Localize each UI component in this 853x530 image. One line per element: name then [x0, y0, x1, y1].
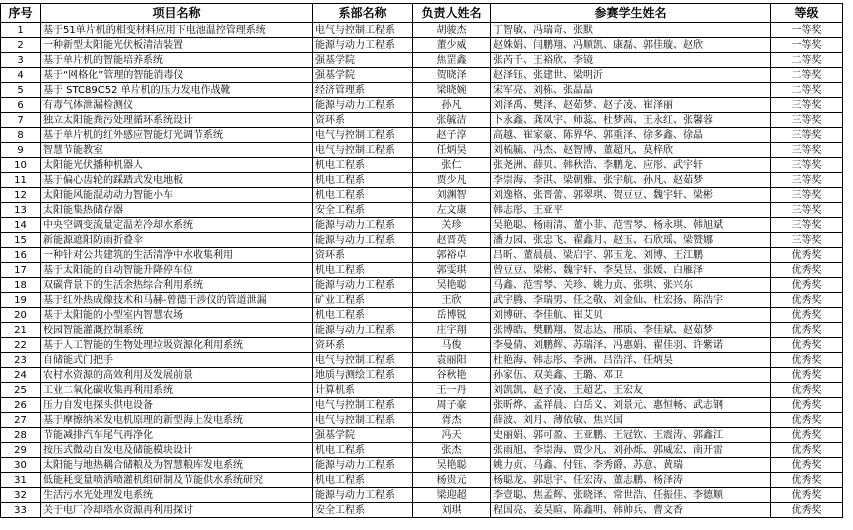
- cell-students: 赵姝娟、闫鹏翔、冯顺凯、康磊、郭佳璇、赵欣: [491, 38, 771, 53]
- cell-project-name: 独立太阳能粪污处理循环系统设计: [41, 113, 313, 128]
- cell-index: 1: [1, 23, 41, 38]
- cell-award: 优秀奖: [771, 458, 843, 473]
- table-row: [1, 173, 843, 188]
- cell-leader: 焦罡鑫: [413, 53, 491, 68]
- cell-award: 二等奖: [771, 53, 843, 68]
- cell-students: 吕昕、董晨晨、梁启宇、郭玉龙、刘博、王江鹏: [491, 248, 771, 263]
- cell-students: 张芮千、王裕欣、李镜: [491, 53, 771, 68]
- cell-leader: 董少威: [413, 38, 491, 53]
- cell-leader: 胥杰: [413, 413, 491, 428]
- header-leader: 负责人姓名: [413, 4, 491, 23]
- cell-award: 三等奖: [771, 188, 843, 203]
- cell-leader: 杨贵元: [413, 473, 491, 488]
- cell-award: 优秀奖: [771, 413, 843, 428]
- cell-project-name: 压力自发电探头供电设备: [41, 398, 313, 413]
- cell-index: 28: [1, 428, 41, 443]
- table-row: [1, 293, 843, 308]
- table-row: [1, 428, 843, 443]
- cell-index: 31: [1, 473, 41, 488]
- cell-award: 三等奖: [771, 233, 843, 248]
- cell-project-name: 中央空调变流量定温差冷却水系统: [41, 218, 313, 233]
- cell-leader: 关珍: [413, 218, 491, 233]
- cell-project-name: 基于太阳能的小型室内智慧农场: [41, 308, 313, 323]
- cell-project-name: 太阳能风能混动动力智能小车: [41, 188, 313, 203]
- cell-department: 能源与动力工程系: [313, 458, 413, 473]
- table-row: [1, 248, 843, 263]
- table-row: [1, 68, 843, 83]
- cell-leader: 张杰: [413, 443, 491, 458]
- cell-award: 优秀奖: [771, 383, 843, 398]
- cell-leader: 张毓洁: [413, 113, 491, 128]
- cell-students: 姚力贞、马鑫、付钰、李秀爵、苏意、黄瑞: [491, 458, 771, 473]
- cell-project-name: 太阳能与地热耦合储粮及为智慧粮库发电系统: [41, 458, 313, 473]
- table-row: [1, 488, 843, 503]
- table-row: [1, 218, 843, 233]
- cell-department: 计算机系: [313, 383, 413, 398]
- cell-index: 15: [1, 233, 41, 248]
- cell-leader: 贾少凡: [413, 173, 491, 188]
- cell-leader: 冯天: [413, 428, 491, 443]
- cell-index: 32: [1, 488, 41, 503]
- table-row: [1, 38, 843, 53]
- cell-project-name: 基于太阳能的自动智能升降停车位: [41, 263, 313, 278]
- cell-department: 资环系: [313, 248, 413, 263]
- cell-students: 曾豆豆、梁彬、魏宇轩、李昊昱、张媛、白雁泽: [491, 263, 771, 278]
- cell-department: 机电工程系: [313, 308, 413, 323]
- cell-project-name: 农村水资源的高效利用及发展前景: [41, 368, 313, 383]
- cell-leader: 贺晓泽: [413, 68, 491, 83]
- cell-award: 优秀奖: [771, 308, 843, 323]
- cell-award: 三等奖: [771, 158, 843, 173]
- cell-index: 29: [1, 443, 41, 458]
- cell-students: 吴艳聪、杨雨清、董小菲、范雪琴、杨永琪、韩旭斌: [491, 218, 771, 233]
- award-list-table: [0, 3, 843, 518]
- cell-students: 刘逸格、张晋蕾、郭翠琪、贺豆豆、魏宇轩、梁彬: [491, 188, 771, 203]
- cell-students: 李崇海、李淇、梁朝雅、张宇航、孙凡、赵茹梦: [491, 173, 771, 188]
- cell-department: 能源与动力工程系: [313, 488, 413, 503]
- table-row: [1, 158, 843, 173]
- cell-project-name: 太阳能光伏播种机器人: [41, 158, 313, 173]
- cell-project-name: 基于单片机的智能培养系统: [41, 53, 313, 68]
- cell-project-name: 节能减排汽车尾气再净化: [41, 428, 313, 443]
- cell-index: 17: [1, 263, 41, 278]
- header-award: 等级: [771, 4, 843, 23]
- cell-award: 优秀奖: [771, 338, 843, 353]
- cell-students: 刘泽禹、樊泽、赵茹梦、赵子凌、崔泽丽: [491, 98, 771, 113]
- cell-award: 三等奖: [771, 128, 843, 143]
- cell-department: 安全工程系: [313, 203, 413, 218]
- cell-award: 优秀奖: [771, 488, 843, 503]
- table-row: [1, 23, 843, 38]
- cell-leader: 郭雯琪: [413, 263, 491, 278]
- table-row: [1, 203, 843, 218]
- cell-project-name: 智慧节能教室: [41, 143, 313, 158]
- cell-leader: 马俊: [413, 338, 491, 353]
- cell-students: 武宇腾、李瑞男、任之敬、刘金仙、杜宏扬、陈浩宇: [491, 293, 771, 308]
- cell-award: 优秀奖: [771, 353, 843, 368]
- cell-students: 程国亮、姜昊暄、陈鑫明、韩帅兵、曹文香: [491, 503, 771, 518]
- cell-department: 电气与控制工程系: [313, 23, 413, 38]
- cell-department: 能源与动力工程系: [313, 323, 413, 338]
- cell-index: 24: [1, 368, 41, 383]
- cell-department: 机电工程系: [313, 263, 413, 278]
- cell-department: 机电工程系: [313, 443, 413, 458]
- cell-award: 优秀奖: [771, 263, 843, 278]
- cell-leader: 袁丽阳: [413, 353, 491, 368]
- cell-leader: 赵晋英: [413, 233, 491, 248]
- cell-department: 电气与控制工程系: [313, 398, 413, 413]
- cell-project-name: 双碳背景下的生活余热综合利用系统: [41, 278, 313, 293]
- cell-students: 孙家伍、双美鑫、王璐、邓卫: [491, 368, 771, 383]
- cell-department: 矿业工程系: [313, 293, 413, 308]
- cell-index: 21: [1, 323, 41, 338]
- cell-students: 赵泽钰、张建世、梁明沂: [491, 68, 771, 83]
- cell-department: 机电工程系: [313, 473, 413, 488]
- cell-project-name: 基于51单片机的相变材料应用下电池温控管理系统: [41, 23, 313, 38]
- cell-index: 22: [1, 338, 41, 353]
- cell-department: 机电工程系: [313, 158, 413, 173]
- cell-index: 23: [1, 353, 41, 368]
- cell-index: 3: [1, 53, 41, 68]
- cell-students: 刘博研、李佳航、崔艾贝: [491, 308, 771, 323]
- cell-students: 张尧洲、薛贝、韩秋浩、李鹏龙、应彤、武宇轩: [491, 158, 771, 173]
- cell-students: 张雨旭、李崇海、贾少凡、刘孙烁、郭威宏、南开雷: [491, 443, 771, 458]
- cell-department: 经济管理系: [313, 83, 413, 98]
- cell-project-name: 新能源遮阳防雨折叠伞: [41, 233, 313, 248]
- cell-department: 地质与测绘工程系: [313, 368, 413, 383]
- cell-department: 能源与动力工程系: [313, 278, 413, 293]
- table-header: [1, 4, 843, 23]
- cell-leader: 岳博锐: [413, 308, 491, 323]
- cell-award: 一等奖: [771, 38, 843, 53]
- cell-department: 机电工程系: [313, 173, 413, 188]
- cell-index: 5: [1, 83, 41, 98]
- cell-index: 4: [1, 68, 41, 83]
- table-row: [1, 503, 843, 518]
- table-row: [1, 383, 843, 398]
- table-row: [1, 83, 843, 98]
- cell-leader: 王一丹: [413, 383, 491, 398]
- cell-leader: 张仁: [413, 158, 491, 173]
- cell-award: 三等奖: [771, 113, 843, 128]
- table-row: [1, 473, 843, 488]
- cell-index: 18: [1, 278, 41, 293]
- cell-index: 13: [1, 203, 41, 218]
- cell-students: 张博皓、樊鹏翔、贺志达、邢质、李佳斌、赵茹梦: [491, 323, 771, 338]
- cell-leader: 左文康: [413, 203, 491, 218]
- table-row: [1, 458, 843, 473]
- header-index: 序号: [1, 4, 41, 23]
- cell-project-name: 基于人工智能的生物处理垃圾资源化利用系统: [41, 338, 313, 353]
- cell-index: 7: [1, 113, 41, 128]
- cell-department: 强基学院: [313, 428, 413, 443]
- cell-students: 张昕烨、孟祥晨、白岳义、刘景元、惠恒畅、武志钢: [491, 398, 771, 413]
- cell-project-name: 基于 STC89C52 单片机的压力发电作战靴: [41, 83, 313, 98]
- cell-award: 优秀奖: [771, 278, 843, 293]
- cell-award: 优秀奖: [771, 428, 843, 443]
- cell-award: 三等奖: [771, 173, 843, 188]
- header-project-name: 项目名称: [41, 4, 313, 23]
- cell-leader: 郭裕卓: [413, 248, 491, 263]
- cell-leader: 谷秋艳: [413, 368, 491, 383]
- cell-department: 电气与控制工程系: [313, 353, 413, 368]
- cell-project-name: 一种新型太阳能光伏板清洁装置: [41, 38, 313, 53]
- cell-award: 优秀奖: [771, 443, 843, 458]
- cell-index: 25: [1, 383, 41, 398]
- cell-award: 三等奖: [771, 218, 843, 233]
- cell-project-name: 校园智能灌溉控制系统: [41, 323, 313, 338]
- table-row: [1, 338, 843, 353]
- cell-award: 三等奖: [771, 203, 843, 218]
- cell-index: 26: [1, 398, 41, 413]
- cell-department: 电气与控制工程系: [313, 413, 413, 428]
- cell-students: 刘梳毓、冯杰、赵智博、董超凡、莫梓欣: [491, 143, 771, 158]
- cell-index: 6: [1, 98, 41, 113]
- cell-award: 优秀奖: [771, 473, 843, 488]
- cell-award: 三等奖: [771, 143, 843, 158]
- cell-students: 高越、崔家豪、陈界华、郭重泽、徐多鑫、徐晶: [491, 128, 771, 143]
- table-row: [1, 353, 843, 368]
- cell-award: 优秀奖: [771, 398, 843, 413]
- table-row: [1, 413, 843, 428]
- cell-students: 潘力园、张忠飞、翟鑫月、赵玉、石欣瑶、梁赞娜: [491, 233, 771, 248]
- cell-award: 二等奖: [771, 68, 843, 83]
- cell-project-name: 基于偏心齿轮的踩踏式发电地板: [41, 173, 313, 188]
- cell-index: 19: [1, 293, 41, 308]
- table-row: [1, 113, 843, 128]
- cell-department: 能源与动力工程系: [313, 38, 413, 53]
- cell-leader: 赵子淳: [413, 128, 491, 143]
- cell-leader: 王欣: [413, 293, 491, 308]
- cell-index: 33: [1, 503, 41, 518]
- cell-students: 马鑫、范雪琴、关珍、姚力贞、张琪、张兴东: [491, 278, 771, 293]
- cell-department: 强基学院: [313, 68, 413, 83]
- cell-project-name: 低能耗变量喷洒喷灌机组研制及节能供水系统研究: [41, 473, 313, 488]
- cell-students: 薛波、刘月、薄依敏、焦兴国: [491, 413, 771, 428]
- cell-students: 杜艳海、韩志彤、李洲、吕浩洋、任炳昊: [491, 353, 771, 368]
- table-row: [1, 98, 843, 113]
- cell-leader: 刘渊智: [413, 188, 491, 203]
- cell-award: 优秀奖: [771, 293, 843, 308]
- table-row: [1, 128, 843, 143]
- table-body: [1, 23, 843, 518]
- cell-leader: 庄宇翔: [413, 323, 491, 338]
- cell-department: 电气与控制工程系: [313, 143, 413, 158]
- cell-index: 20: [1, 308, 41, 323]
- cell-leader: 梁晓婉: [413, 83, 491, 98]
- cell-project-name: 基于摩擦纳米发电机原理的新型海上发电系统: [41, 413, 313, 428]
- cell-department: 资环系: [313, 113, 413, 128]
- table-row: [1, 368, 843, 383]
- cell-project-name: 基于红外热成像技术和马赫-曾德干涉仪的管道泄漏: [41, 293, 313, 308]
- cell-students: 丁智敏、冯瑞奇、张默: [491, 23, 771, 38]
- cell-department: 能源与动力工程系: [313, 98, 413, 113]
- cell-department: 机电工程系: [313, 188, 413, 203]
- table-row: [1, 188, 843, 203]
- cell-students: 宋军亮、刘栋、张晶晶: [491, 83, 771, 98]
- cell-leader: 孙凡: [413, 98, 491, 113]
- cell-leader: 吴艳聪: [413, 458, 491, 473]
- cell-students: 刘凯凯、赵子凌、王超艺、王宏友: [491, 383, 771, 398]
- cell-index: 9: [1, 143, 41, 158]
- cell-leader: 任炳昊: [413, 143, 491, 158]
- cell-index: 2: [1, 38, 41, 53]
- table-row: [1, 143, 843, 158]
- cell-students: 卜永鑫、龚凤宇、师蕊、杜梦茜、王永红、张馨蓉: [491, 113, 771, 128]
- cell-leader: 胡骏杰: [413, 23, 491, 38]
- cell-students: 李壹聪、焦孟辉、张晓译、常世浩、任振佳、李德顺: [491, 488, 771, 503]
- cell-index: 11: [1, 173, 41, 188]
- cell-index: 12: [1, 188, 41, 203]
- header-students: 参赛学生姓名: [491, 4, 771, 23]
- header-row: [1, 4, 843, 23]
- cell-project-name: 按压式微动自发电及储能模块设计: [41, 443, 313, 458]
- cell-index: 14: [1, 218, 41, 233]
- cell-index: 10: [1, 158, 41, 173]
- cell-students: 李曼倩、刘鹏辉、苏瑞泽、冯惠娟、翟佳羽、许紫诺: [491, 338, 771, 353]
- cell-award: 优秀奖: [771, 503, 843, 518]
- header-department: 系部名称: [313, 4, 413, 23]
- cell-award: 一等奖: [771, 23, 843, 38]
- cell-project-name: 自储能式门把手: [41, 353, 313, 368]
- cell-leader: 吴艳聪: [413, 278, 491, 293]
- cell-index: 30: [1, 458, 41, 473]
- table-row: [1, 323, 843, 338]
- cell-award: 优秀奖: [771, 368, 843, 383]
- cell-project-name: 一种针对公共建筑的生活清净中水收集利用: [41, 248, 313, 263]
- cell-project-name: 太阳能集热储存器: [41, 203, 313, 218]
- cell-department: 强基学院: [313, 53, 413, 68]
- cell-students: 史丽娟、郭可盈、王亚鹏、王冠钦、王震涛、郭鑫江: [491, 428, 771, 443]
- cell-award: 优秀奖: [771, 248, 843, 263]
- table-row: [1, 308, 843, 323]
- cell-department: 资环系: [313, 338, 413, 353]
- cell-index: 16: [1, 248, 41, 263]
- cell-department: 安全工程系: [313, 503, 413, 518]
- cell-students: 杨聪龙、郭思宇、任宏涛、董志鹏、杨泽涛: [491, 473, 771, 488]
- table-row: [1, 398, 843, 413]
- cell-project-name: 工业二氧化碳收集再利用系统: [41, 383, 313, 398]
- table-row: [1, 53, 843, 68]
- cell-index: 27: [1, 413, 41, 428]
- table-row: [1, 233, 843, 248]
- cell-project-name: 基于“网格化”管理的智能消毒仪: [41, 68, 313, 83]
- cell-leader: 周子豪: [413, 398, 491, 413]
- cell-index: 8: [1, 128, 41, 143]
- cell-project-name: 基于单片机的红外感应智能灯光调节系统: [41, 128, 313, 143]
- cell-department: 能源与动力工程系: [313, 233, 413, 248]
- cell-project-name: 有毒气体泄漏检测仪: [41, 98, 313, 113]
- cell-department: 能源与动力工程系: [313, 218, 413, 233]
- cell-department: 电气与控制工程系: [313, 128, 413, 143]
- cell-students: 韩志彤、王亚平: [491, 203, 771, 218]
- table-row: [1, 278, 843, 293]
- table-row: [1, 443, 843, 458]
- cell-award: 三等奖: [771, 98, 843, 113]
- cell-leader: 刘琪: [413, 503, 491, 518]
- cell-leader: 梁迎超: [413, 488, 491, 503]
- cell-project-name: 关于电厂冷却塔水资源再利用探讨: [41, 503, 313, 518]
- table-row: [1, 263, 843, 278]
- cell-award: 优秀奖: [771, 323, 843, 338]
- cell-award: 二等奖: [771, 83, 843, 98]
- cell-project-name: 生活污水光处理发电系统: [41, 488, 313, 503]
